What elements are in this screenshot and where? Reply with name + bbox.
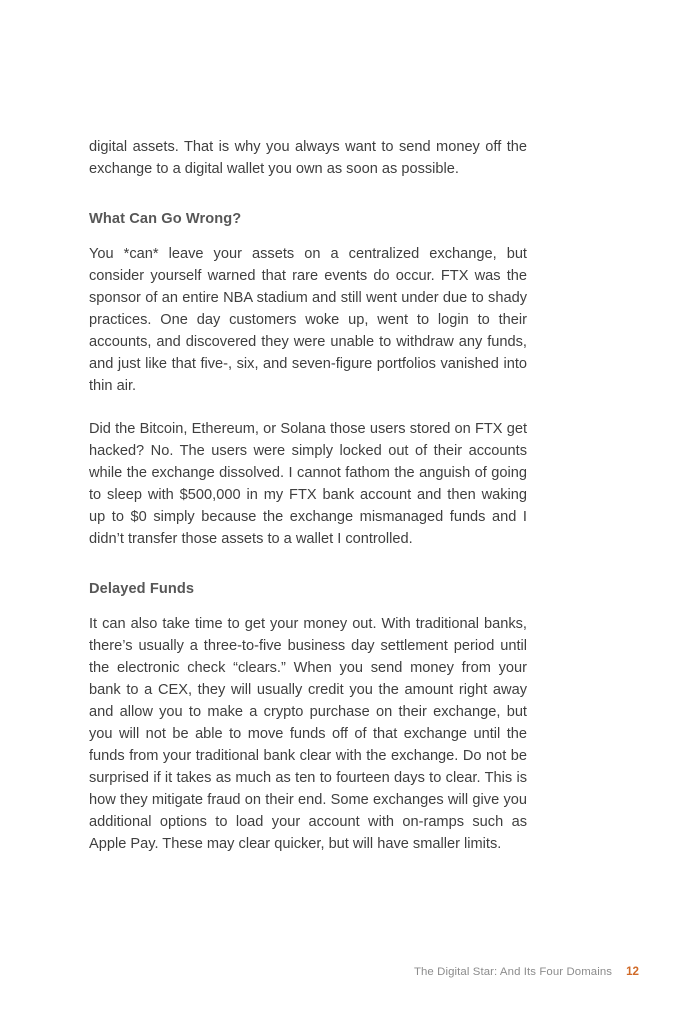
footer-page-number: 12: [626, 965, 639, 978]
heading-spacer: [89, 201, 527, 209]
page-content: [89, 136, 527, 876]
heading-spacer-2: [89, 571, 527, 579]
footer-book-title: The Digital Star: And Its Four Domains: [413, 966, 613, 978]
paragraph-ftx-lockout: Did the Bitcoin, Ethereum, or Solana those users stored on FTX get hacked? No. The users were simply locked out of their accounts while the exchange dissolved. I cannot fathom the anguish of going to sleep with $500,000 in my FTX bank account and then waking up to $0 simply because the exchange mismanaged funds and I didn’t transfer those assets to a wallet I controlled.: [89, 421, 527, 547]
section-heading-delayed-funds: Delayed Funds: [89, 581, 195, 597]
paragraph-centralized-exchange-warning: You *can* leave your assets on a centralized exchange, but consider yourself warned that rare events do occur. FTX was the sponsor of an entire NBA stadium and still went under due to shady practices. One day customers woke up, went to login to their accounts, and discovered they were unable to withdraw any funds, and just like that five-, six, and seven-figure portfolios vanished into thin air.: [89, 246, 527, 394]
section-heading-what-can-go-wrong: What Can Go Wrong?: [89, 211, 242, 227]
paragraph-settlement-delays: It can also take time to get your money out. With traditional banks, there’s usually a three-to-five business day settlement period until the electronic check “clears.” When you send money from your bank to a CEX, they will usually credit you the amount right away and allow you to make a crypto purchase on their exchange, but you will not be able to move funds off of that exchange until the funds from your traditional bank clear with the exchange. Do not be surprised if it takes as much as ten to fourteen days to clear. This is how they mitigate fraud on their end. Some exchanges will give you additional options to load your account with on-ramps such as Apple Pay. These may clear quicker, but will have smaller limits.: [89, 616, 527, 852]
paragraph-continuation: digital assets. That is why you always want to send money off the exchange to a digital wallet you own as soon as possible.: [89, 139, 527, 177]
page-footer: [89, 965, 639, 978]
